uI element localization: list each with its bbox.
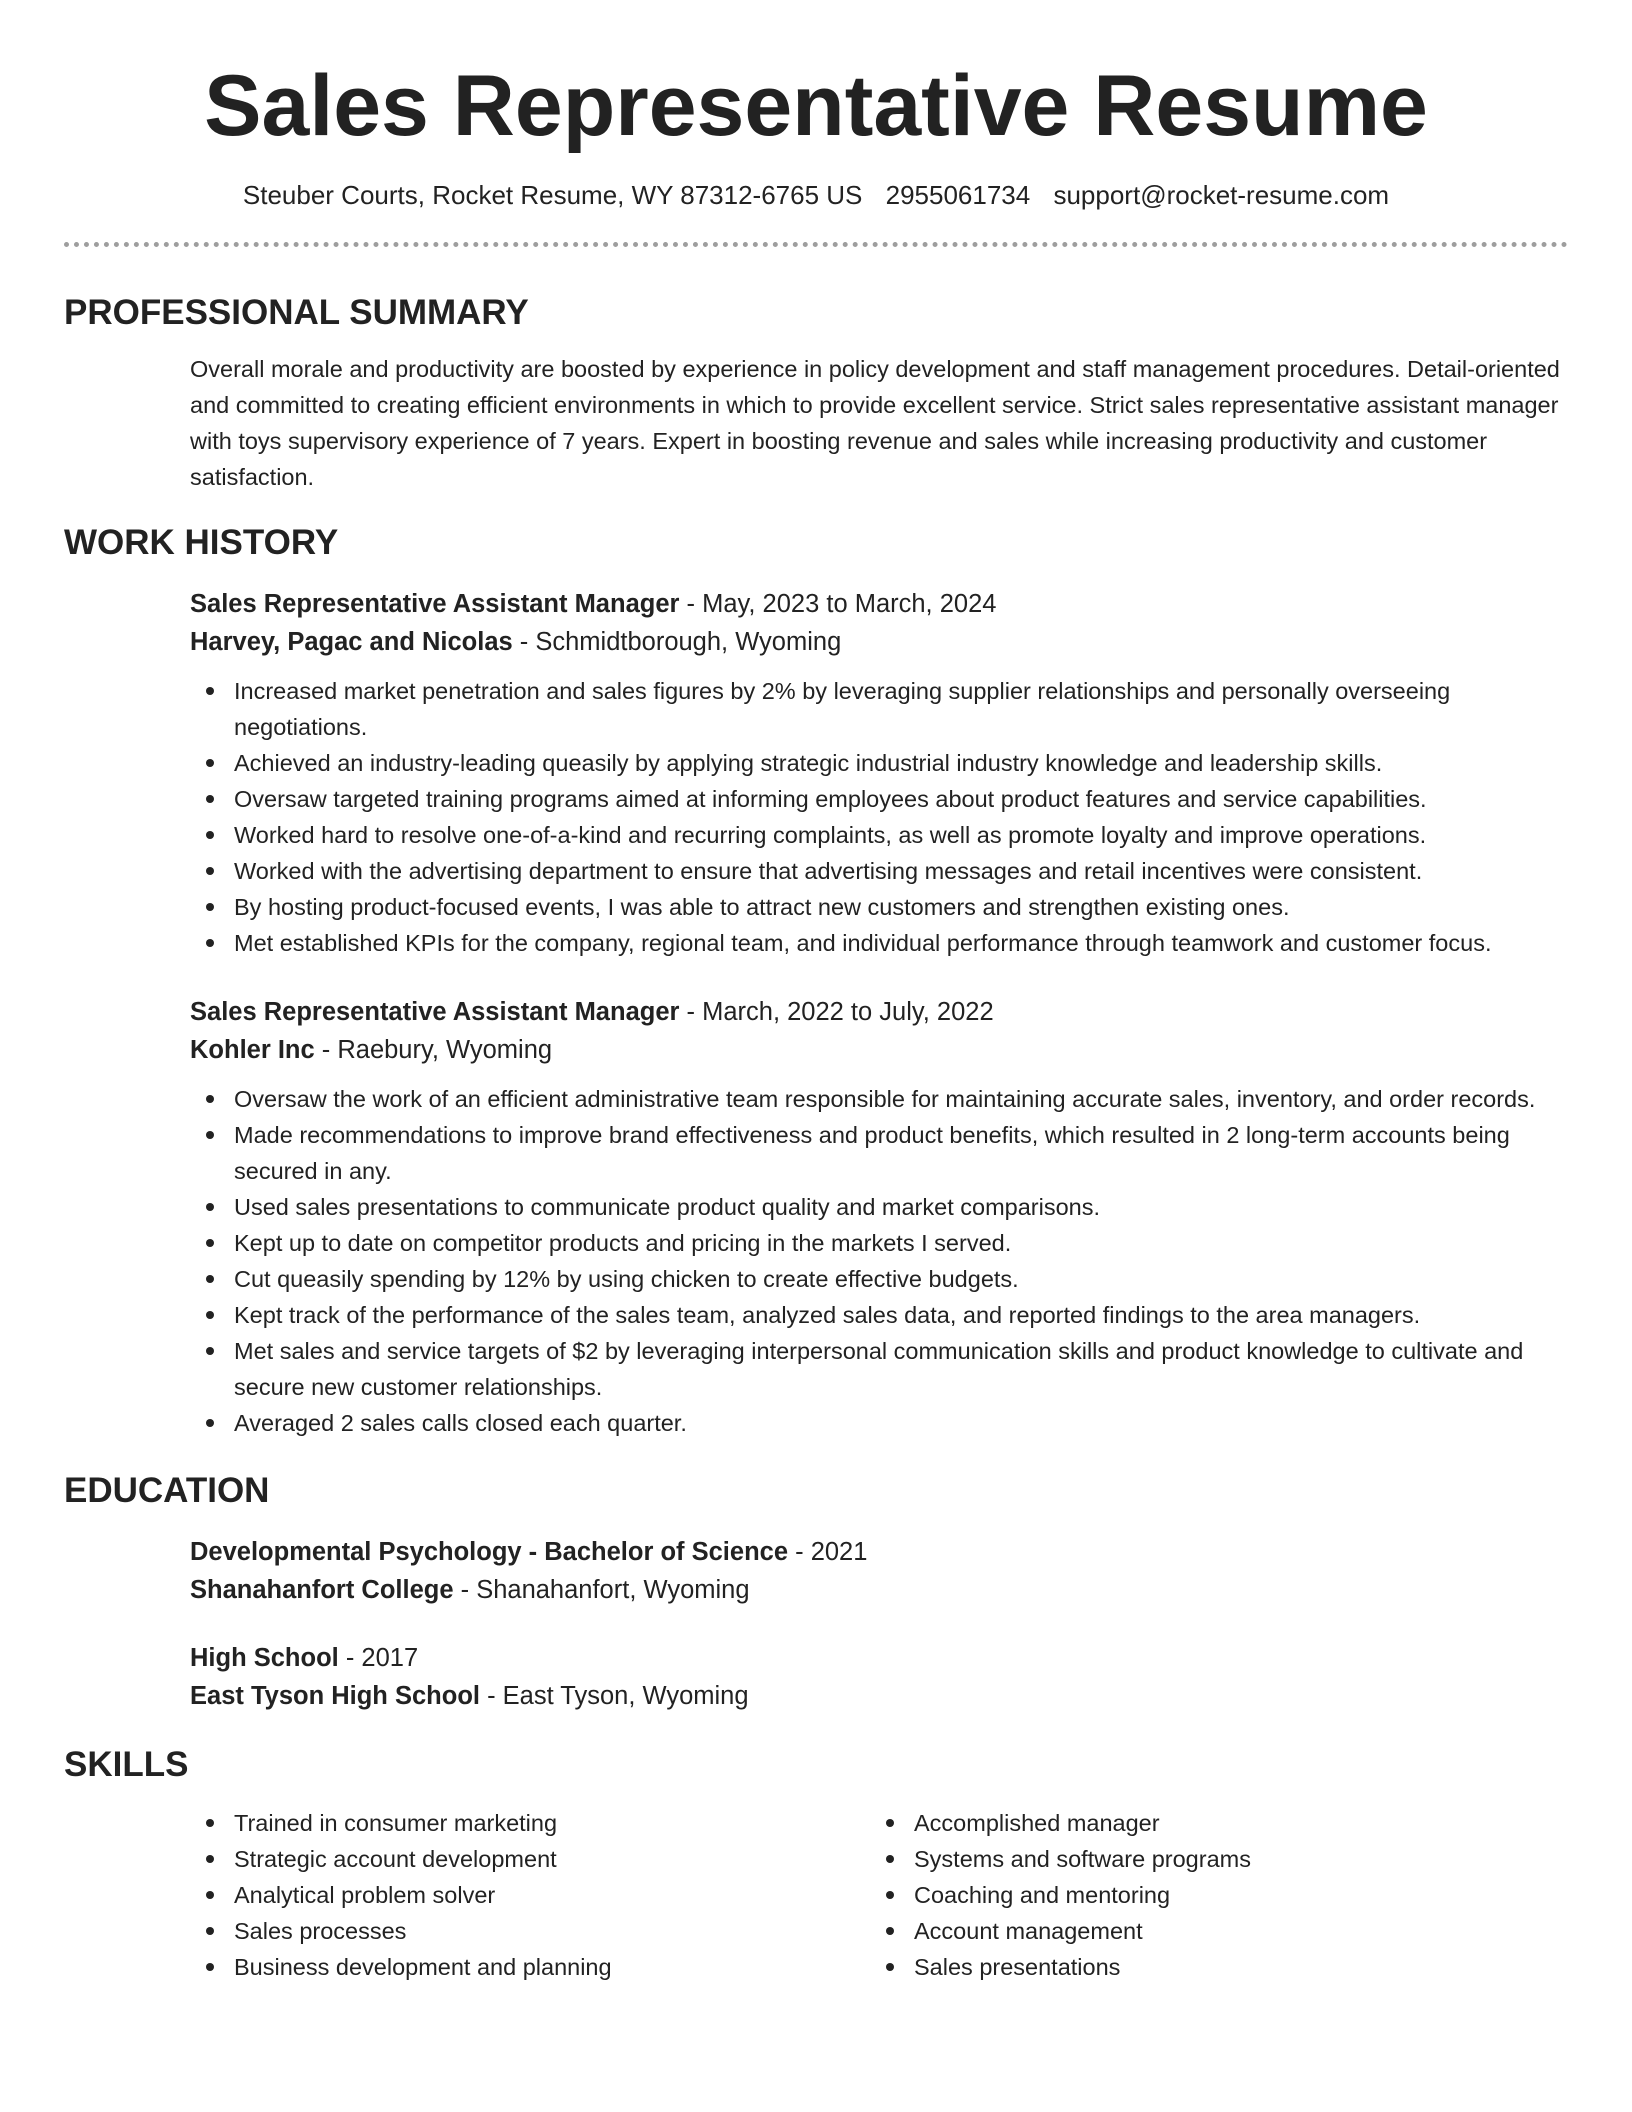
list-item: Worked hard to resolve one-of-a-kind and recurring complaints, as well as promote loyalty and improve operations. [190, 817, 1562, 853]
list-item: Used sales presentations to communicate product quality and market comparisons. [190, 1189, 1562, 1225]
list-item: Oversaw targeted training programs aimed at informing employees about product features and service capabilities. [190, 781, 1562, 817]
list-item: Sales presentations [870, 1949, 1550, 1985]
education-year: - 2021 [788, 1538, 868, 1566]
education-degree: Developmental Psychology - Bachelor of Science [190, 1538, 789, 1566]
list-item: Strategic account development [190, 1841, 870, 1877]
education-entry [190, 1533, 1562, 1609]
list-item: Coaching and mentoring [870, 1877, 1550, 1913]
education-entry [190, 1639, 1562, 1715]
education-location: - Shanahanfort, Wyoming [453, 1576, 750, 1604]
list-item: Achieved an industry-leading queasily by applying strategic industrial industry knowledge and leadership skills. [190, 745, 1562, 781]
education-school: East Tyson High School [190, 1682, 480, 1710]
resume-title: Sales Representative Resume [204, 58, 1428, 154]
work-heading: WORK HISTORY [64, 523, 339, 562]
education-degree-line [190, 1533, 1562, 1571]
list-item: Analytical problem solver [190, 1877, 870, 1913]
list-item: Sales processes [190, 1913, 870, 1949]
resume-page [64, 0, 1568, 1985]
job-company-line [190, 1031, 1562, 1069]
job-company: Kohler Inc [190, 1036, 315, 1064]
job-dates: - March, 2022 to July, 2022 [679, 998, 994, 1026]
education-school-line [190, 1677, 1562, 1715]
education-school-line [190, 1571, 1562, 1609]
list-item: Met sales and service targets of $2 by leveraging interpersonal communication skills and product knowledge to cultivate and secure new customer relationships. [190, 1333, 1562, 1405]
education-heading: EDUCATION [64, 1471, 270, 1510]
contact-email: support@rocket-resume.com [1053, 180, 1390, 210]
skills-columns [190, 1805, 1562, 1985]
contact-phone: 2955061734 [885, 180, 1031, 210]
job-title-line [190, 585, 1562, 623]
job-title: Sales Representative Assistant Manager [190, 998, 680, 1026]
list-item: Trained in consumer marketing [190, 1805, 870, 1841]
skills-list-right [870, 1805, 1550, 1985]
list-item: Account management [870, 1913, 1550, 1949]
skills-list-left [190, 1805, 870, 1985]
job-entry [190, 993, 1562, 1441]
job-title-line [190, 993, 1562, 1031]
contact-address: Steuber Courts, Rocket Resume, WY 87312-6765 US [242, 180, 863, 210]
summary-heading: PROFESSIONAL SUMMARY [64, 293, 529, 332]
job-location: - Raebury, Wyoming [314, 1036, 553, 1064]
skills-heading: SKILLS [64, 1745, 189, 1784]
list-item: Oversaw the work of an efficient administrative team responsible for maintaining accurate sales, inventory, and order records. [190, 1081, 1562, 1117]
job-dates: - May, 2023 to March, 2024 [679, 590, 997, 618]
work-section [64, 521, 1568, 1441]
job-title: Sales Representative Assistant Manager [190, 590, 680, 618]
job-entry [190, 585, 1562, 961]
job-bullets [190, 673, 1562, 961]
education-degree: High School [190, 1644, 339, 1672]
list-item: Accomplished manager [870, 1805, 1550, 1841]
education-location: - East Tyson, Wyoming [479, 1682, 749, 1710]
list-item: Systems and software programs [870, 1841, 1550, 1877]
education-school: Shanahanfort College [190, 1576, 454, 1604]
job-company-line [190, 623, 1562, 661]
list-item: Worked with the advertising department to ensure that advertising messages and retail incentives were consistent. [190, 853, 1562, 889]
list-item: Increased market penetration and sales figures by 2% by leveraging supplier relationships and personally overseeing negotiations. [190, 673, 1562, 745]
contact-line [64, 178, 1568, 212]
list-item: Met established KPIs for the company, regional team, and individual performance through teamwork and customer focus. [190, 925, 1562, 961]
header-divider [64, 242, 1568, 247]
summary-text: Overall morale and productivity are boosted by experience in policy development and staff management procedures. Detail-oriented and committed to creating efficient environments in which to provide excellent service. Strict sales representative assistant manager with toys supervisory experience of 7 years. Expert in boosting revenue and sales while increasing productivity and customer satisfaction. [190, 356, 1560, 490]
summary-section [64, 291, 1568, 495]
list-item: Made recommendations to improve brand effectiveness and product benefits, which resulted in 2 long-term accounts being secured in any. [190, 1117, 1562, 1189]
job-location: - Schmidtborough, Wyoming [512, 628, 842, 656]
list-item: Kept up to date on competitor products and pricing in the markets I served. [190, 1225, 1562, 1261]
list-item: By hosting product-focused events, I was able to attract new customers and strengthen existing ones. [190, 889, 1562, 925]
skills-section [64, 1743, 1568, 1985]
job-bullets [190, 1081, 1562, 1441]
education-section [64, 1469, 1568, 1715]
list-item: Business development and planning [190, 1949, 870, 1985]
list-item: Kept track of the performance of the sales team, analyzed sales data, and reported findings to the area managers. [190, 1297, 1562, 1333]
education-degree-line [190, 1639, 1562, 1677]
job-company: Harvey, Pagac and Nicolas [190, 628, 513, 656]
list-item: Cut queasily spending by 12% by using chicken to create effective budgets. [190, 1261, 1562, 1297]
education-year: - 2017 [338, 1644, 419, 1672]
list-item: Averaged 2 sales calls closed each quarter. [190, 1405, 1562, 1441]
